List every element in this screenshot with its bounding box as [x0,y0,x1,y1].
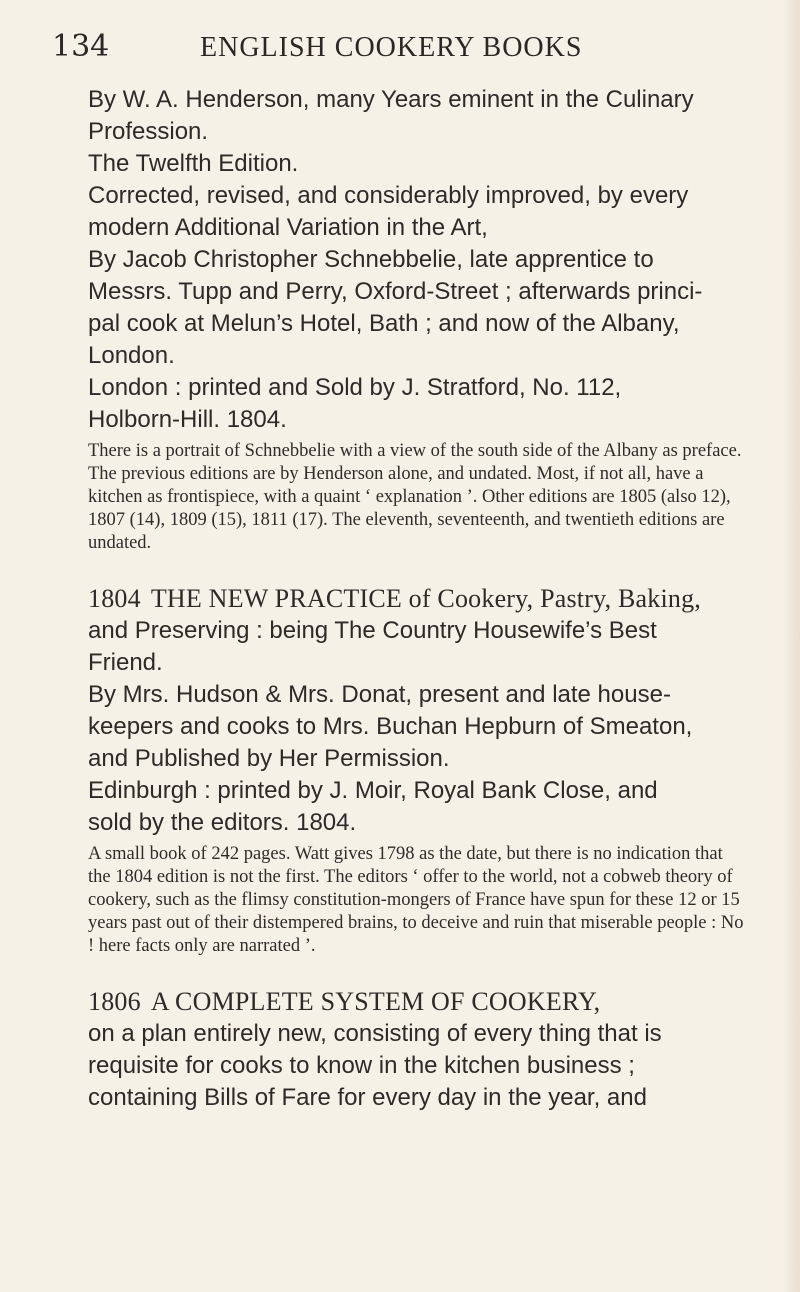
entry-title: THE NEW PRACTICE of Cookery, Pastry, Baking, [150,584,701,613]
entry-spacer [88,555,748,583]
entry-year: 1806 [88,987,141,1016]
page-header [52,28,752,68]
entry-line: sold by the editors. 1804. [88,809,357,836]
entry-line: pal cook at Melun’s Hotel, Bath ; and now of the Albany, [88,310,680,337]
entry-line: Holborn-Hill. 1804. [88,406,287,433]
entry-line: keepers and cooks to Mrs. Buchan Hepburn of Smeaton, [88,713,693,740]
entry-heading [88,986,748,1018]
entry-line: Messrs. Tupp and Perry, Oxford-Street ; afterwards princi- [88,278,703,305]
entry-line: and Preserving : being The Country Housewife’s Best [88,617,657,644]
entry-complete-system [88,986,748,1114]
entry-line: By Mrs. Hudson & Mrs. Donat, present and late house- [88,681,671,708]
entry-line: By W. A. Henderson, many Years eminent in the Culinary [88,86,694,113]
page-edge-shadow [782,0,800,1292]
running-title: ENGLISH COOKERY BOOKS [200,32,583,63]
entry-line: Corrected, revised, and considerably improved, by every [88,182,689,209]
entry-line: modern Additional Variation in the Art, [88,214,488,241]
entry-line: Profession. [88,118,209,145]
entry-line: Edinburgh : printed by J. Moir, Royal Bank Close, and [88,777,658,804]
entry-new-practice [88,583,748,958]
entry-line: containing Bills of Fare for every day in the year, and [88,1084,647,1111]
entry-heading [88,583,748,615]
entry-line: London. [88,342,175,369]
entry-note: There is a portrait of Schnebbelie with a view of the south side of the Albany as preface. The previous editions are by Henderson alone, and undated. Most, if not all, have a kitchen as frontispiece, with a quaint ‘ explanation ’. Other editions are 1805 (also 12), 1807 (14), 1809 (15), 1811 (17). The eleventh, seventeenth, and twentieth editions are undated. [88,441,742,553]
entry-line: The Twelfth Edition. [88,150,299,177]
entry-henderson [88,84,748,555]
entry-line: Friend. [88,649,163,676]
entry-note: A small book of 242 pages. Watt gives 1798 as the date, but there is no indication that the 1804 edition is not the first. The editors ‘ offer to the world, not a cobweb theory of cookery, such as the flimsy constitution-mongers of France have spun for these 12 or 15 years past out of their distempered brains, to deceive and ruin that miserable people : No ! here facts only are narrated ’. [88,844,744,956]
entry-line: and Published by Her Permission. [88,745,450,772]
entry-spacer [88,958,748,986]
entry-line: on a plan entirely new, consisting of every thing that is [88,1020,662,1047]
page-number: 134 [52,29,110,64]
entry-line: requisite for cooks to know in the kitchen business ; [88,1052,635,1079]
entry-title: A COMPLETE SYSTEM OF COOKERY, [150,987,601,1016]
page-body [88,84,748,1114]
entry-line: London : printed and Sold by J. Stratford, No. 112, [88,374,622,401]
entry-line: By Jacob Christopher Schnebbelie, late apprentice to [88,246,654,273]
entry-year: 1804 [88,584,141,613]
